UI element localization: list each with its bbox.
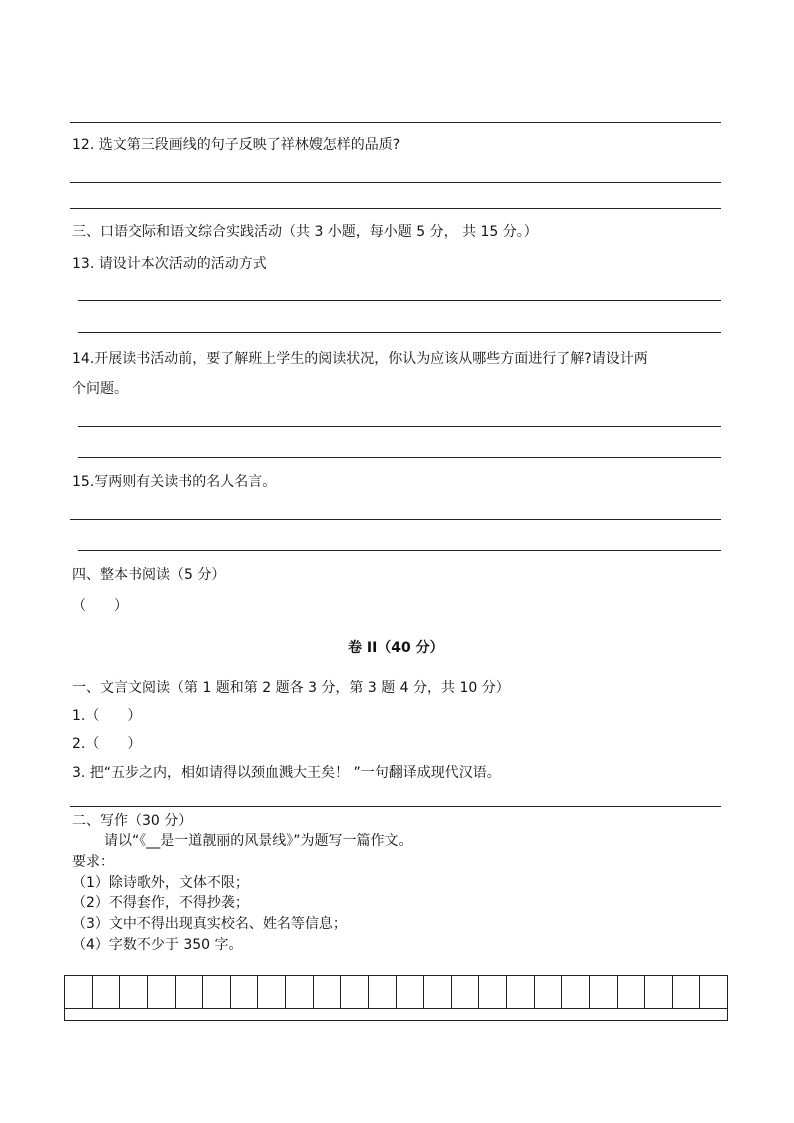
composition-grid-cell — [479, 976, 507, 1008]
answer-line — [70, 182, 721, 183]
question-12: 12. 选文第三段画线的句子反映了祥林嫂怎样的品质? — [72, 137, 401, 153]
classical-question-2: 2.（ ） — [72, 736, 142, 752]
section-4-heading: 四、整本书阅读（5 分） — [72, 567, 226, 583]
composition-grid-cell — [424, 976, 452, 1008]
answer-line — [78, 332, 721, 333]
composition-grid-cell — [645, 976, 673, 1008]
question-15: 15.写两则有关读书的名人名言。 — [72, 474, 277, 490]
composition-grid-cell — [535, 976, 563, 1008]
composition-grid-cell — [148, 976, 176, 1008]
composition-grid-cell — [452, 976, 480, 1008]
section-3-heading: 三、口语交际和语文综合实践活动（共 3 小题，每小题 5 分， 共 15 分。） — [72, 224, 538, 240]
composition-grid-cell — [369, 976, 397, 1008]
composition-grid-cell — [120, 976, 148, 1008]
answer-line — [78, 550, 721, 551]
requirement-item: （4）字数不少于 350 字。 — [72, 937, 243, 953]
composition-grid-cell — [203, 976, 231, 1008]
classical-question-1: 1.（ ） — [72, 708, 142, 724]
volume-2-title: 卷 II（40 分） — [348, 640, 444, 656]
composition-grid-cell — [590, 976, 618, 1008]
question-14-line-2: 个问题。 — [72, 381, 128, 397]
composition-grid-cell — [700, 976, 727, 1008]
composition-grid-cell — [65, 976, 93, 1008]
classical-reading-heading: 一、文言文阅读（第 1 题和第 2 题各 3 分，第 3 题 4 分，共 10 分） — [72, 680, 510, 696]
requirement-item: （3）文中不得出现真实校名、姓名等信息； — [72, 916, 347, 932]
writing-prompt: 请以“《__是一道靓丽的风景线》”为题写一篇作文。 — [104, 833, 413, 849]
answer-line — [78, 426, 721, 427]
composition-grid-cell — [673, 976, 701, 1008]
composition-grid-cell — [258, 976, 286, 1008]
requirement-item: （1）除诗歌外，文体不限； — [72, 875, 249, 891]
composition-grid-cell — [286, 976, 314, 1008]
answer-line — [70, 519, 721, 520]
answer-line — [78, 300, 721, 301]
answer-line — [78, 457, 721, 458]
answer-line — [70, 806, 721, 807]
answer-line — [70, 122, 721, 123]
composition-grid-cell — [562, 976, 590, 1008]
composition-grid-row — [65, 976, 727, 1009]
requirements-label: 要求： — [72, 854, 114, 870]
requirement-item: （2）不得套作，不得抄袭； — [72, 895, 249, 911]
composition-grid-cell — [231, 976, 259, 1008]
composition-grid-cell — [176, 976, 204, 1008]
composition-grid-cell — [93, 976, 121, 1008]
classical-question-3: 3. 把“五步之内，相如请得以颈血溅大王矣！ ”一句翻译成现代汉语。 — [72, 765, 501, 781]
composition-grid-cell — [314, 976, 342, 1008]
composition-grid-cell — [341, 976, 369, 1008]
question-14-line-1: 14.开展读书活动前，要了解班上学生的阅读状况，你认为应该从哪些方面进行了解?请设计两 — [72, 351, 648, 367]
composition-grid-cell — [507, 976, 535, 1008]
answer-line — [70, 208, 721, 209]
composition-grid-cell — [618, 976, 646, 1008]
writing-heading: 二、写作（30 分） — [72, 813, 193, 829]
section-4-answer-blank: （ ） — [72, 598, 128, 614]
question-13: 13. 请设计本次活动的活动方式 — [72, 256, 267, 272]
composition-grid-cell — [397, 976, 425, 1008]
composition-grid — [64, 975, 728, 1021]
